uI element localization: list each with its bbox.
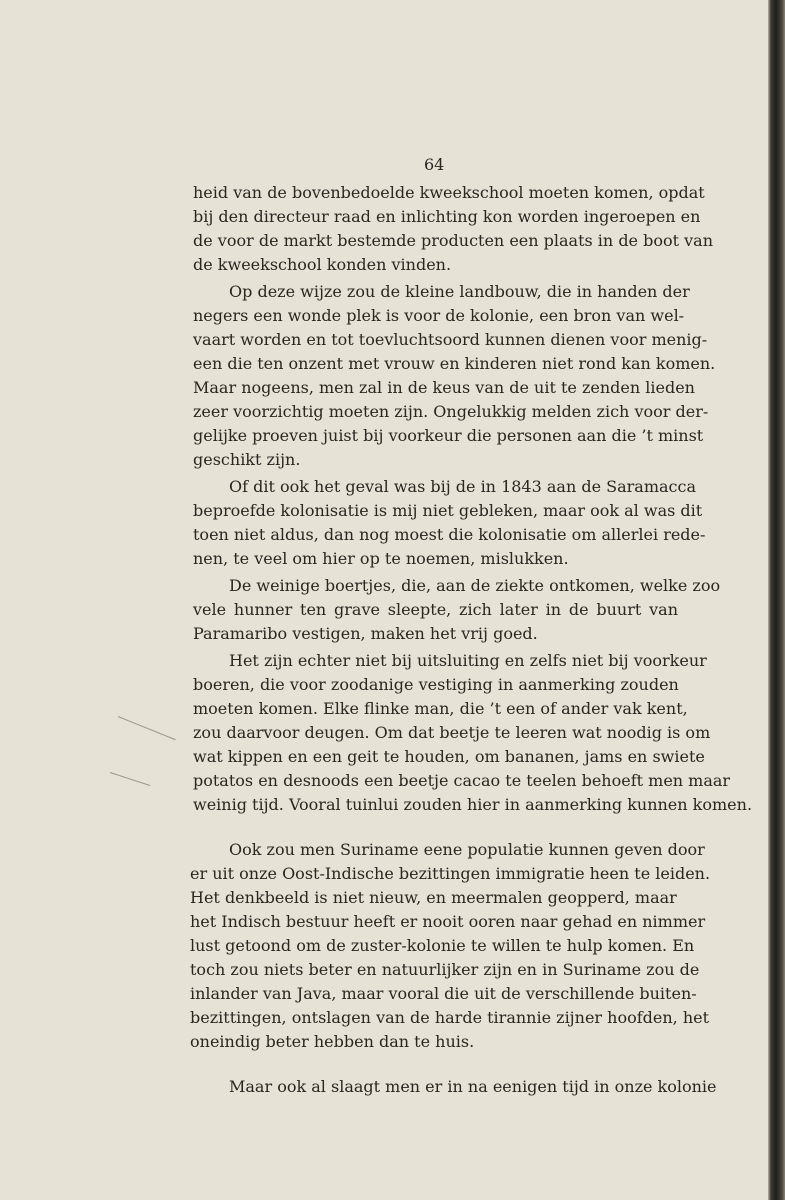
text-line: Het zijn echter niet bij uitsluiting en zelfs niet bij voorkeur xyxy=(229,651,707,670)
text-line: Maar nogeens, men zal in de keus van de uit te zenden lieden xyxy=(193,378,695,397)
text-line: geschikt zijn. xyxy=(193,450,301,469)
text-line: De weinige boertjes, die, aan de ziekte ontkomen, welke zoo xyxy=(229,576,721,595)
text-line: de kweekschool konden vinden. xyxy=(193,255,452,274)
text-line: weinig tijd. Vooral tuinlui zouden hier in aanmerking kunnen komen. xyxy=(193,795,753,814)
text-line: lust getoond om de zuster-kolonie te willen te hulp komen. En xyxy=(190,936,695,955)
text-line: er uit onze Oost-Indische bezittingen immigratie heen te leiden. xyxy=(190,864,711,883)
text-line: de voor de markt bestemde producten een plaats in de boot van xyxy=(193,231,714,250)
text-line: een die ten onzent met vrouw en kinderen niet rond kan komen. xyxy=(193,354,716,373)
text-line: beproefde kolonisatie is mij niet gebleken, maar ook al was dit xyxy=(193,501,703,520)
text-line: zou daarvoor deugen. Om dat beetje te leeren wat noodig is om xyxy=(193,723,711,742)
text-line: boeren, die voor zoodanige vestiging in aanmerking zouden xyxy=(193,675,679,694)
text-line: negers een wonde plek is voor de kolonie, een bron van wel- xyxy=(193,306,685,325)
text-line: Het denkbeeld is niet nieuw, en meermalen geopperd, maar xyxy=(190,888,677,907)
text-line: Of dit ook het geval was bij de in 1843 aan de Saramacca xyxy=(229,477,696,496)
text-line: het Indisch bestuur heeft er nooit ooren naar gehad en nimmer xyxy=(190,912,706,931)
book-spine-edge xyxy=(768,0,785,1200)
text-line: moeten komen. Elke flinke man, die ’t een of ander vak kent, xyxy=(193,699,688,718)
text-line: wat kippen en een geit te houden, om bananen, jams en swiete xyxy=(193,747,705,766)
text-line: nen, te veel om hier op te noemen, mislukken. xyxy=(193,549,569,568)
text-line: heid van de bovenbedoelde kweekschool moeten komen, opdat xyxy=(193,183,705,202)
text-line: zeer voorzichtig moeten zijn. Ongelukkig melden zich voor der- xyxy=(193,402,709,421)
text-line: potatos en desnoods een beetje cacao te teelen behoeft men maar xyxy=(193,771,731,790)
text-line: Ook zou men Suriname eene populatie kunnen geven door xyxy=(229,840,705,859)
text-line: vele hunner ten grave sleepte, zich later in de buurt van xyxy=(193,600,678,619)
page-number: 64 xyxy=(424,155,445,174)
text-line: bezittingen, ontslagen van de harde tirannie zijner hoofden, het xyxy=(190,1008,710,1027)
text-line: oneindig beter hebben dan te huis. xyxy=(190,1032,475,1051)
text-line: bij den directeur raad en inlichting kon worden ingeroepen en xyxy=(193,207,701,226)
text-line: toch zou niets beter en natuurlijker zijn en in Suriname zou de xyxy=(190,960,700,979)
text-line: inlander van Java, maar vooral die uit de verschillende buiten- xyxy=(190,984,697,1003)
text-line: gelijke proeven juist bij voorkeur die personen aan die ’t minst xyxy=(193,426,704,445)
text-line: vaart worden en tot toevluchtsoord kunnen dienen voor menig- xyxy=(193,330,708,349)
text-line: toen niet aldus, dan nog moest die kolonisatie om allerlei rede- xyxy=(193,525,706,544)
text-line: Maar ook al slaagt men er in na eenigen tijd in onze kolonie xyxy=(229,1077,717,1096)
text-line: Op deze wijze zou de kleine landbouw, die in handen der xyxy=(229,282,690,301)
text-line: Paramaribo vestigen, maken het vrij goed. xyxy=(193,624,538,643)
